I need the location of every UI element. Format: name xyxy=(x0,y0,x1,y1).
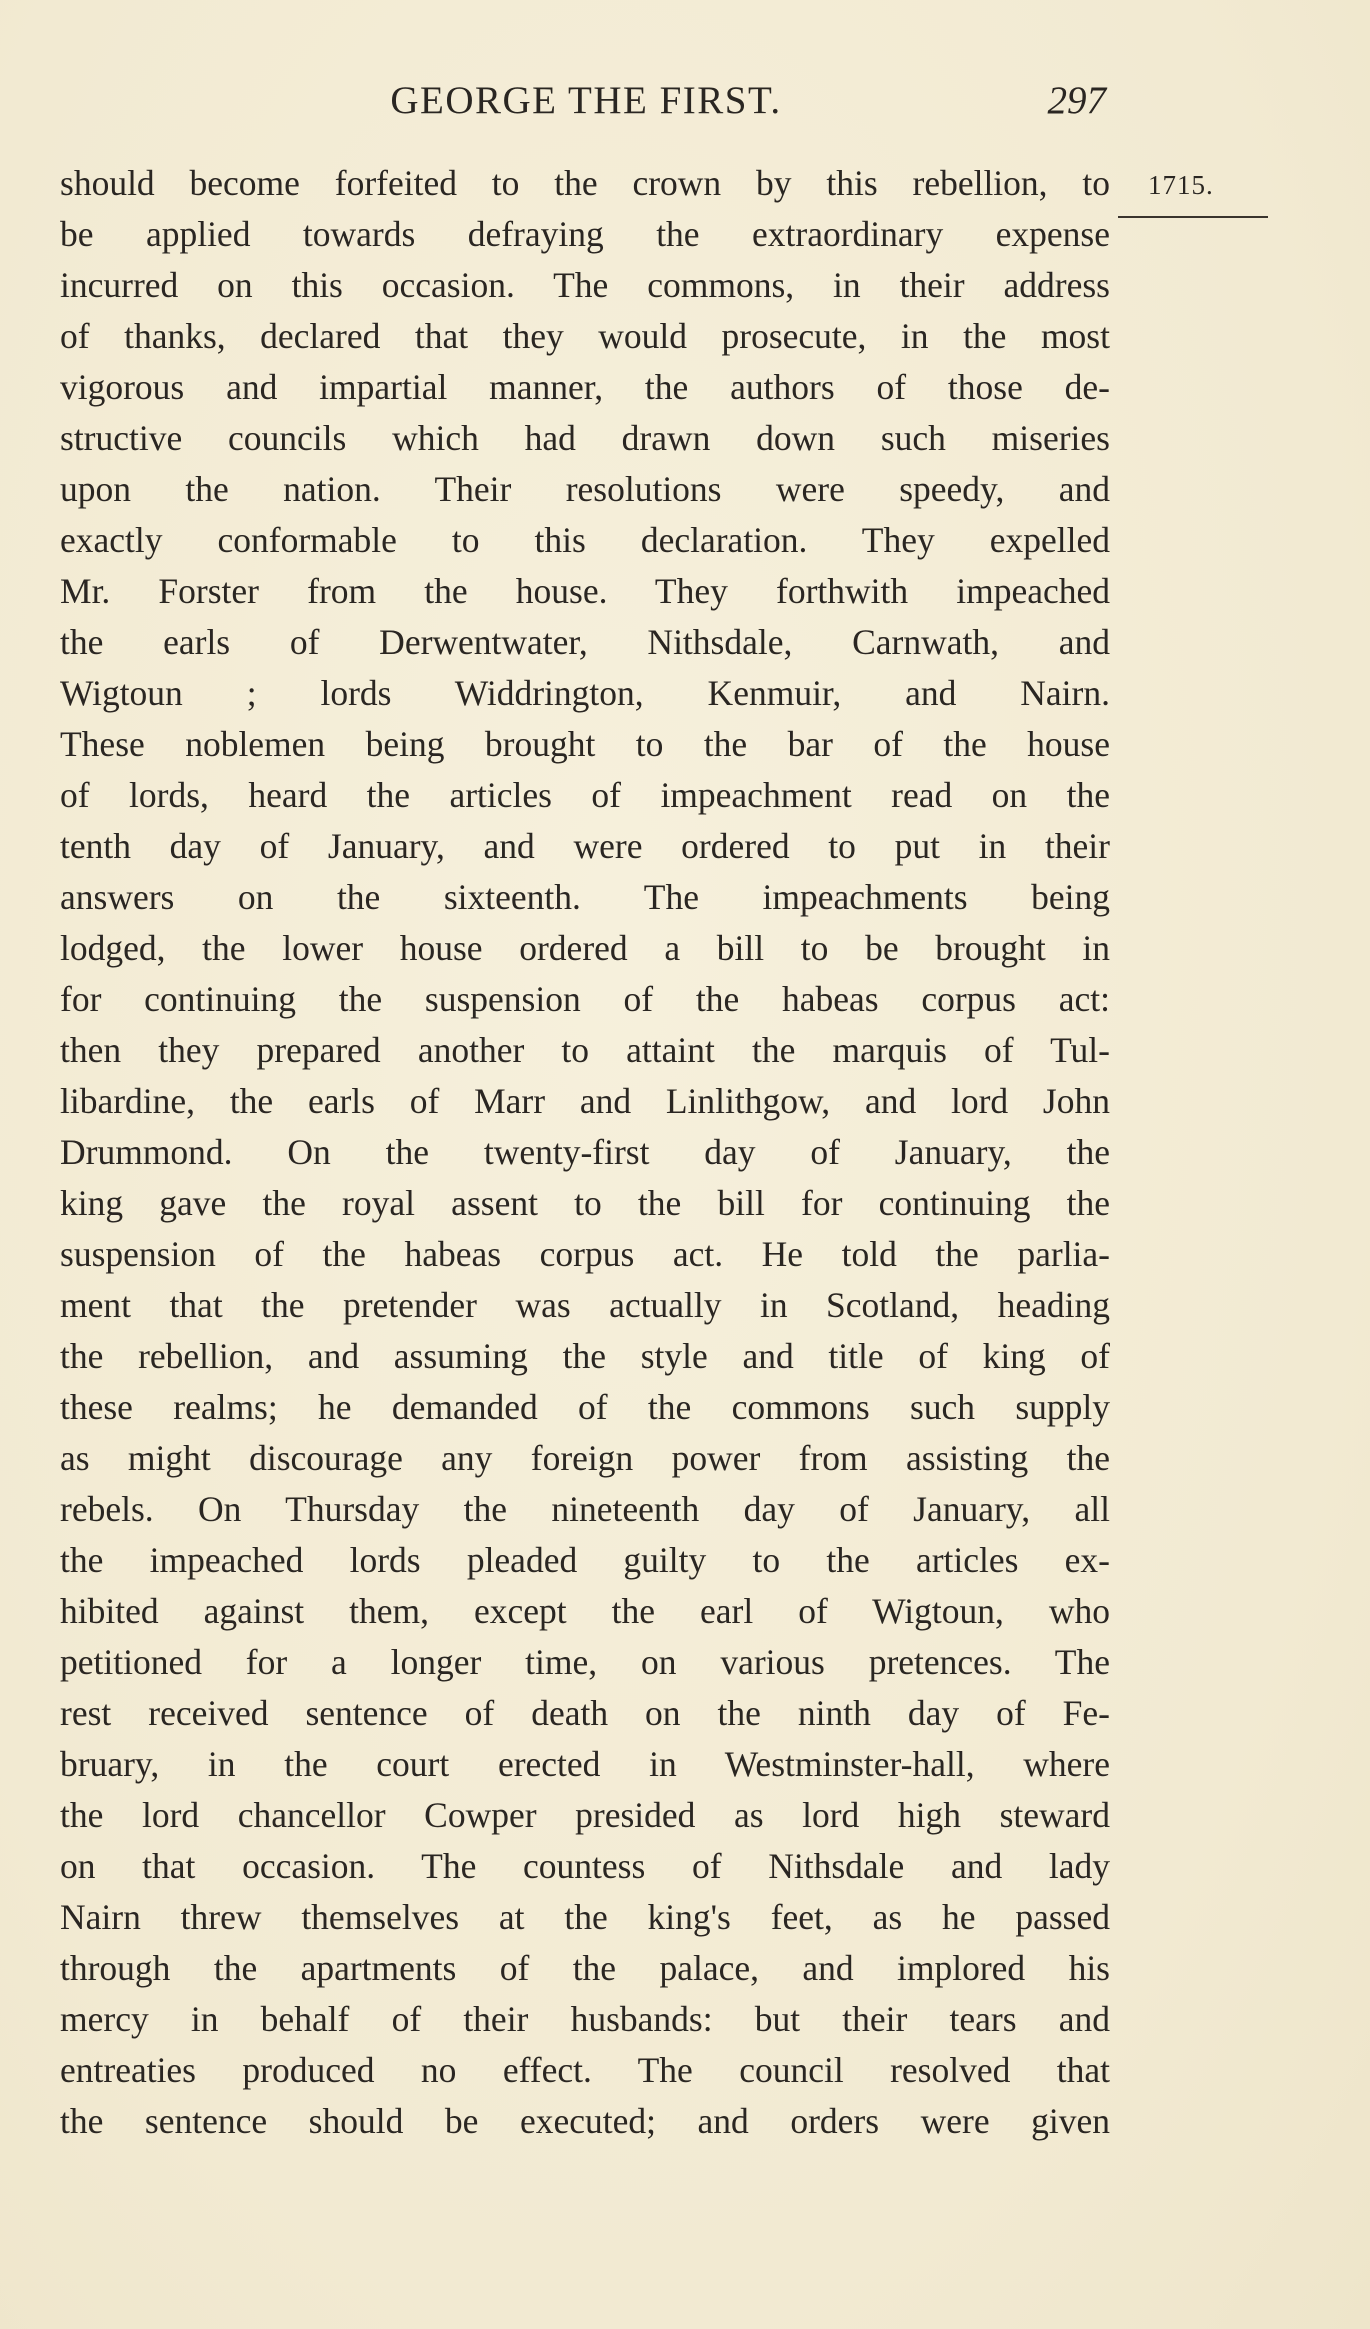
page-number: 297 xyxy=(1047,79,1106,122)
text-line: These noblemen being brought to the bar of the house xyxy=(60,724,1110,764)
text-line: libardine, the earls of Marr and Linlithgow, and lord John xyxy=(60,1081,1110,1121)
text-line: incurred on this occasion. The commons, in their address xyxy=(60,265,1110,305)
text-line: rebels. On Thursday the nineteenth day of January, all xyxy=(60,1489,1110,1529)
running-head-title: GEORGE THE FIRST. xyxy=(390,79,782,122)
text-line: on that occasion. The countess of Nithsdale and lady xyxy=(60,1846,1110,1886)
text-line: entreaties produced no effect. The council resolved that xyxy=(60,2050,1110,2090)
text-line: Nairn threw themselves at the king's feet, as he passed xyxy=(60,1897,1110,1937)
text-line: the impeached lords pleaded guilty to the articles ex- xyxy=(60,1540,1110,1580)
text-line: hibited against them, except the earl of Wigtoun, who xyxy=(60,1591,1110,1631)
text-line: bruary, in the court erected in Westminster-hall, where xyxy=(60,1744,1110,1784)
margin-year-note: 1715. xyxy=(1148,170,1214,200)
text-line: Mr. Forster from the house. They forthwith impeached xyxy=(60,571,1110,611)
text-line: then they prepared another to attaint the marquis of Tul- xyxy=(60,1030,1110,1070)
text-line: mercy in behalf of their husbands: but their tears and xyxy=(60,1999,1110,2039)
text-line: these realms; he demanded of the commons such supply xyxy=(60,1387,1110,1427)
text-line: king gave the royal assent to the bill for continuing the xyxy=(60,1183,1110,1223)
text-line: should become forfeited to the crown by this rebellion, to xyxy=(60,163,1110,203)
text-line: be applied towards defraying the extraordinary expense xyxy=(60,214,1110,254)
text-line: Wigtoun ; lords Widdrington, Kenmuir, and Nairn. xyxy=(60,673,1110,713)
text-line: the sentence should be executed; and orders were given xyxy=(60,2101,1110,2141)
text-line: lodged, the lower house ordered a bill to be brought in xyxy=(60,928,1110,968)
text-line: petitioned for a longer time, on various pretences. The xyxy=(60,1642,1110,1682)
body-text xyxy=(60,158,1110,2147)
text-line: the lord chancellor Cowper presided as lord high steward xyxy=(60,1795,1110,1835)
text-line: structive councils which had drawn down such miseries xyxy=(60,418,1110,458)
text-line: suspension of the habeas corpus act. He told the parlia- xyxy=(60,1234,1110,1274)
text-line: rest received sentence of death on the ninth day of Fe- xyxy=(60,1693,1110,1733)
text-line: of thanks, declared that they would prosecute, in the most xyxy=(60,316,1110,356)
text-line: answers on the sixteenth. The impeachments being xyxy=(60,877,1110,917)
text-line: tenth day of January, and were ordered to put in their xyxy=(60,826,1110,866)
running-head xyxy=(66,78,1106,138)
text-line: the earls of Derwentwater, Nithsdale, Carnwath, and xyxy=(60,622,1110,662)
text-line: as might discourage any foreign power from assisting the xyxy=(60,1438,1110,1478)
text-line: exactly conformable to this declaration. They expelled xyxy=(60,520,1110,560)
text-line: through the apartments of the palace, and implored his xyxy=(60,1948,1110,1988)
text-line: of lords, heard the articles of impeachment read on the xyxy=(60,775,1110,815)
text-line: upon the nation. Their resolutions were speedy, and xyxy=(60,469,1110,509)
text-line: for continuing the suspension of the habeas corpus act: xyxy=(60,979,1110,1019)
margin-rule xyxy=(1118,216,1268,218)
text-line: vigorous and impartial manner, the authors of those de- xyxy=(60,367,1110,407)
text-line: Drummond. On the twenty-first day of January, the xyxy=(60,1132,1110,1172)
text-line: ment that the pretender was actually in Scotland, heading xyxy=(60,1285,1110,1325)
text-line: the rebellion, and assuming the style and title of king of xyxy=(60,1336,1110,1376)
